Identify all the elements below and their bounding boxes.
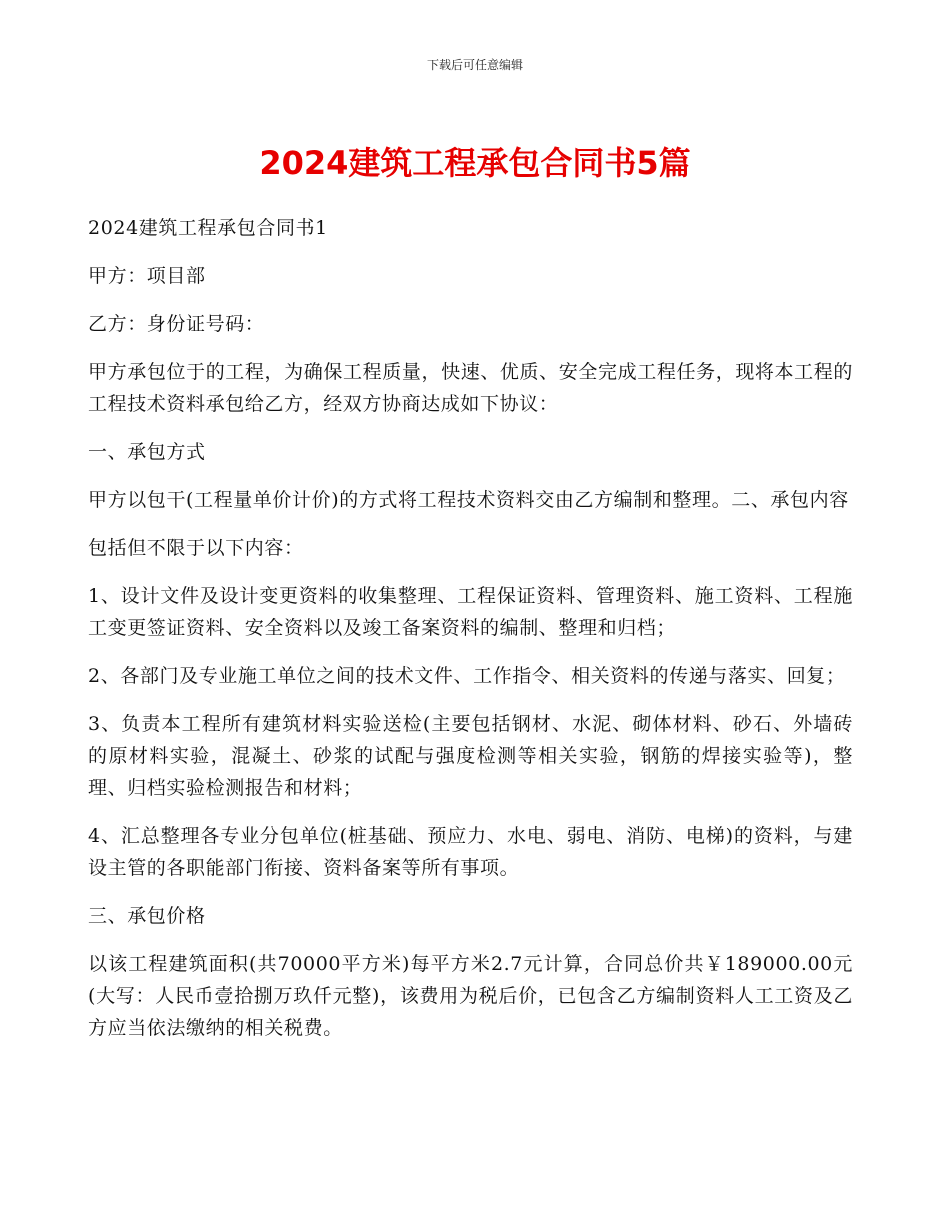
section-heading: 2024建筑工程承包合同书1 bbox=[88, 217, 328, 239]
price-paragraph: 以该工程建筑面积(共70000平方米)每平方米2.7元计算，合同总价共￥189000.00元(大写：人民币壹拾捌万玖仟元整)，该费用为税后价，已包含乙方编制资料人工工资及乙方应当依法缴纳的相关税费。 bbox=[88, 953, 853, 1039]
list-item: 4、汇总整理各专业分包单位(桩基础、预应力、水电、弱电、消防、电梯)的资料，与建设主管的各职能部门衔接、资料备案等所有事项。 bbox=[88, 825, 853, 879]
party-a-line: 甲方：项目部 bbox=[88, 265, 206, 287]
document-title: 2024建筑工程承包合同书5篇 bbox=[259, 144, 691, 182]
party-b-line: 乙方：身份证号码： bbox=[88, 313, 265, 335]
intro-paragraph: 甲方承包位于的工程，为确保工程质量，快速、优质、安全完成工程任务，现将本工程的工程技术资料承包给乙方，经双方协商达成如下协议： bbox=[88, 361, 853, 415]
clause-paragraph: 甲方以包干(工程量单价计价)的方式将工程技术资料交由乙方编制和整理。二、承包内容 bbox=[88, 489, 849, 511]
list-item: 3、负责本工程所有建筑材料实验送检(主要包括钢材、水泥、砌体材料、砂石、外墙砖的原材料实验，混凝土、砂浆的试配与强度检测等相关实验，钢筋的焊接实验等)，整理、归档实验检测报告和材料； bbox=[88, 713, 853, 799]
header-note: 下载后可任意编辑 bbox=[426, 58, 523, 72]
document-body bbox=[88, 212, 853, 1060]
clause-paragraph: 包括但不限于以下内容： bbox=[88, 537, 304, 559]
clause-heading-1: 一、承包方式 bbox=[88, 441, 206, 463]
list-item: 2、各部门及专业施工单位之间的技术文件、工作指令、相关资料的传递与落实、回复； bbox=[88, 665, 846, 687]
list-item: 1、设计文件及设计变更资料的收集整理、工程保证资料、管理资料、施工资料、工程施工变更签证资料、安全资料以及竣工备案资料的编制、整理和归档； bbox=[88, 585, 853, 639]
clause-heading-3: 三、承包价格 bbox=[88, 905, 206, 927]
